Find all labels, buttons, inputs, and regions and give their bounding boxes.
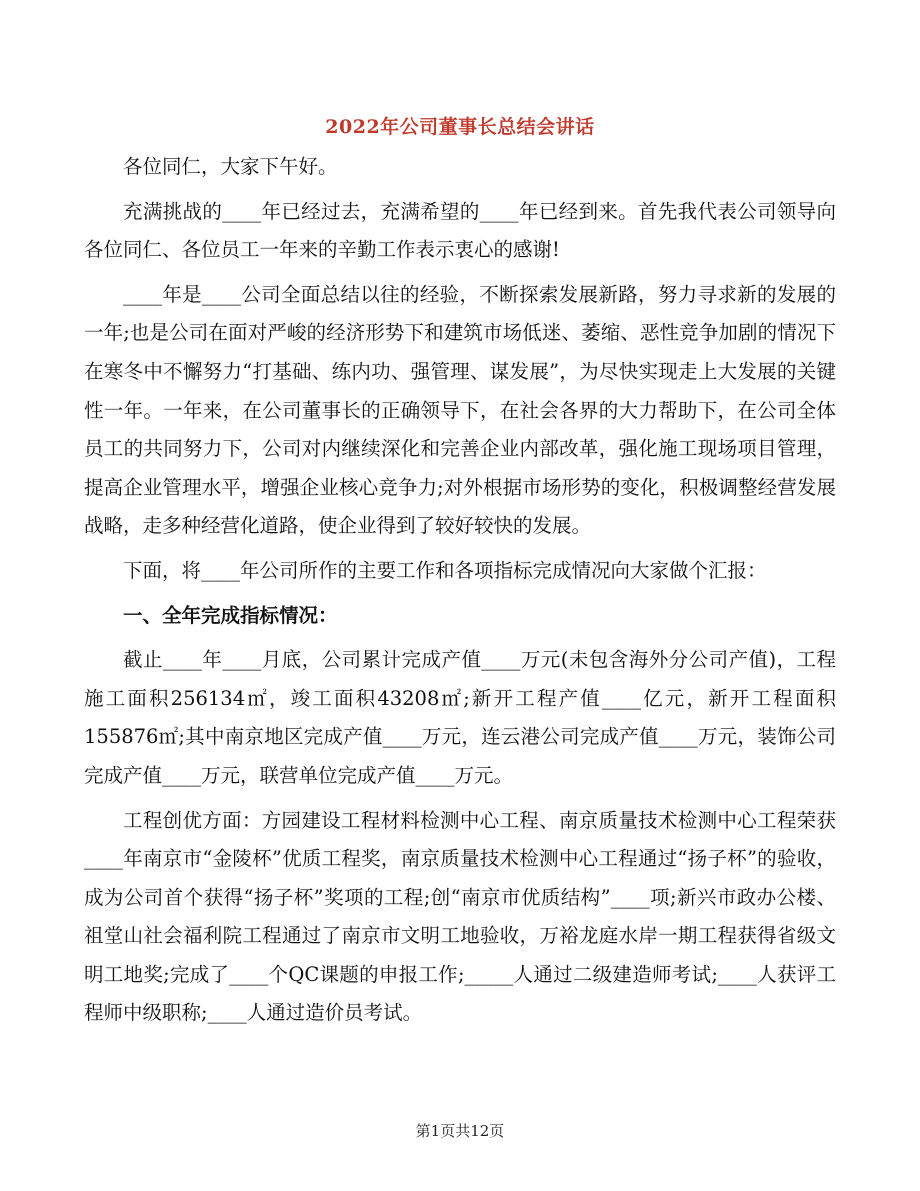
paragraph-intro: 充满挑战的____年已经过去，充满希望的____年已经到来。首先我代表公司领导向各位同仁、各位员工一年来的辛勤工作表示衷心的感谢! (84, 199, 836, 262)
section-heading-indicators: 一、全年完成指标情况： (123, 603, 338, 627)
page-number: 第1页共12页 (415, 1122, 505, 1140)
document-title: 2022年公司董事长总结会讲话 (325, 116, 595, 138)
paragraph-quality-awards: 工程创优方面：方园建设工程材料检测中心工程、南京质量技术检测中心工程荣获____年南京市“金陵杯”优质工程奖，南京质量技术检测中心工程通过“扬子杯”的验收，成为公司首个获得“扬子杯”奖项的工程;创“南京市优质结构”____项;新兴市政办公楼、祖堂山社会福利院工程通过了南京市文明工地验收，万裕龙庭水岸一期工程获得省级文明工地奖;完成了____个QC课题的申报工作;_____人通过二级建造师考试;____人获评工程师中级职称;____人通过造价员考试。 (84, 808, 836, 1025)
paragraph-year-summary: ____年是____公司全面总结以往的经验，不断探索发展新路，努力寻求新的发展的一年;也是公司在面对严峻的经济形势下和建筑市场低迷、萎缩、恶性竞争加剧的情况下在寒冬中不懈努力“打基础、练内功、强管理、谋发展”，为尽快实现走上大发展的关键性一年。一年来，在公司董事长的正确领导下，在社会各界的大力帮助下，在公司全体员工的共同努力下，公司对内继续深化和完善企业内部改革，强化施工现场项目管理，提高企业管理水平，增强企业核心竞争力;对外根据市场形势的变化，积极调整经营发展战略，走多种经营化道路，使企业得到了较好较快的发展。 (84, 282, 836, 538)
paragraph-report-intro: 下面，将____年公司所作的主要工作和各项指标完成情况向大家做个汇报： (123, 558, 767, 582)
paragraph-greeting: 各位同仁，大家下午好。 (123, 155, 338, 178)
paragraph-output-figures: 截止____年____月底，公司累计完成产值____万元(未包含海外分公司产值)，工程施工面积256134㎡，竣工面积43208㎡;新开工程产值____亿元，新开工程面积155876㎡;其中南京地区完成产值____万元，连云港公司完成产值____万元，装饰公司完成产值____万元，联营单位完成产值____万元。 (84, 648, 836, 787)
document-body (84, 148, 836, 1039)
